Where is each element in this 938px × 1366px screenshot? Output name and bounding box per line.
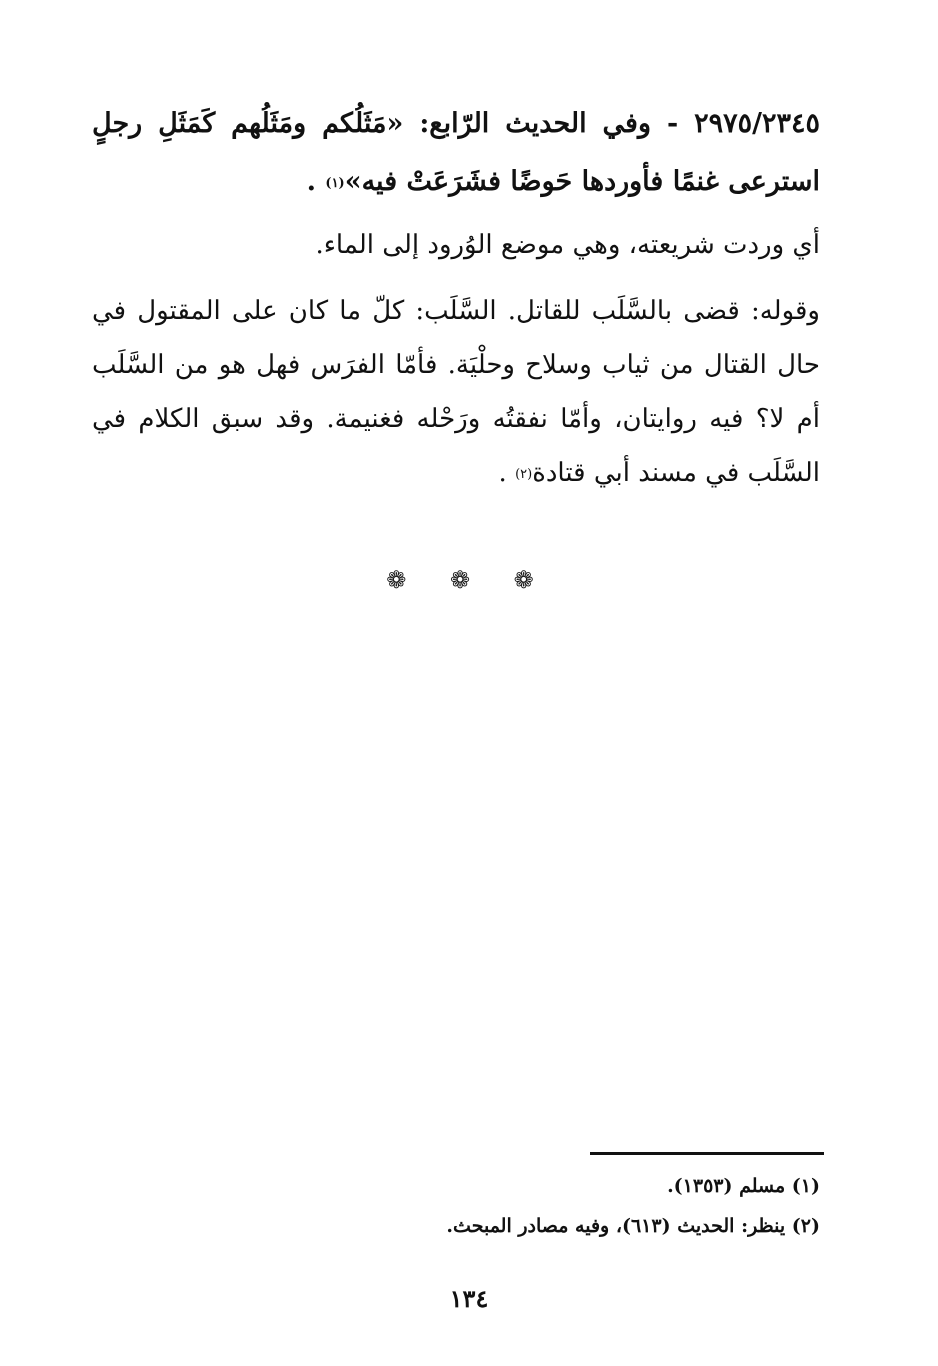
paragraph-1-text: أي وردت شريعته، وهي موضع الوُرود إلى الماء. — [315, 230, 820, 260]
explanation-paragraph-2 — [92, 284, 820, 500]
footnote-2: (٢) ينظر: الحديث (٦١٣)، وفيه مصادر المبحث. — [446, 1215, 820, 1237]
paragraph-2-text: وقوله: قضى بالسَّلَب للقاتل. السَّلَب: كلّ ما كان على المقتول في حال القتال من ثياب وسلاح وحلْيَة. فأمّا الفرَس فهل هو من السَّلَب أم لا؟ فيه روايتان، وأمّا نفقتُه ورَحْله فغنيمة. وقد سبق الكلام في السَّلَب في مسند أبي قتادة — [92, 296, 820, 488]
footnote-divider — [590, 1152, 824, 1155]
footnote-ref-2: (٢) — [515, 467, 533, 482]
footnotes — [92, 1166, 820, 1246]
hadith-number: ٢٩٧٥/٢٣٤٥ — [694, 108, 820, 139]
hadith-end: . — [306, 166, 326, 197]
explanation-paragraph-1 — [92, 218, 820, 272]
footnote-1: (١) مسلم (١٣٥٣). — [667, 1175, 820, 1197]
section-separator: ❁ ❁ ❁ — [386, 566, 552, 594]
hadith-text: - وفي الحديث الرّابع: «مَثَلُكم ومَثَلُهم كَمَثَلِ رجلٍ استرعى غنمًا فأوردها حَوضًا فشَرَعَتْ فيه» — [92, 108, 820, 197]
footnote-ref-1: (١) — [325, 176, 345, 191]
page-number: ١٣٤ — [449, 1284, 489, 1313]
hadith-entry — [92, 95, 820, 211]
paragraph-2-end: . — [498, 458, 516, 488]
